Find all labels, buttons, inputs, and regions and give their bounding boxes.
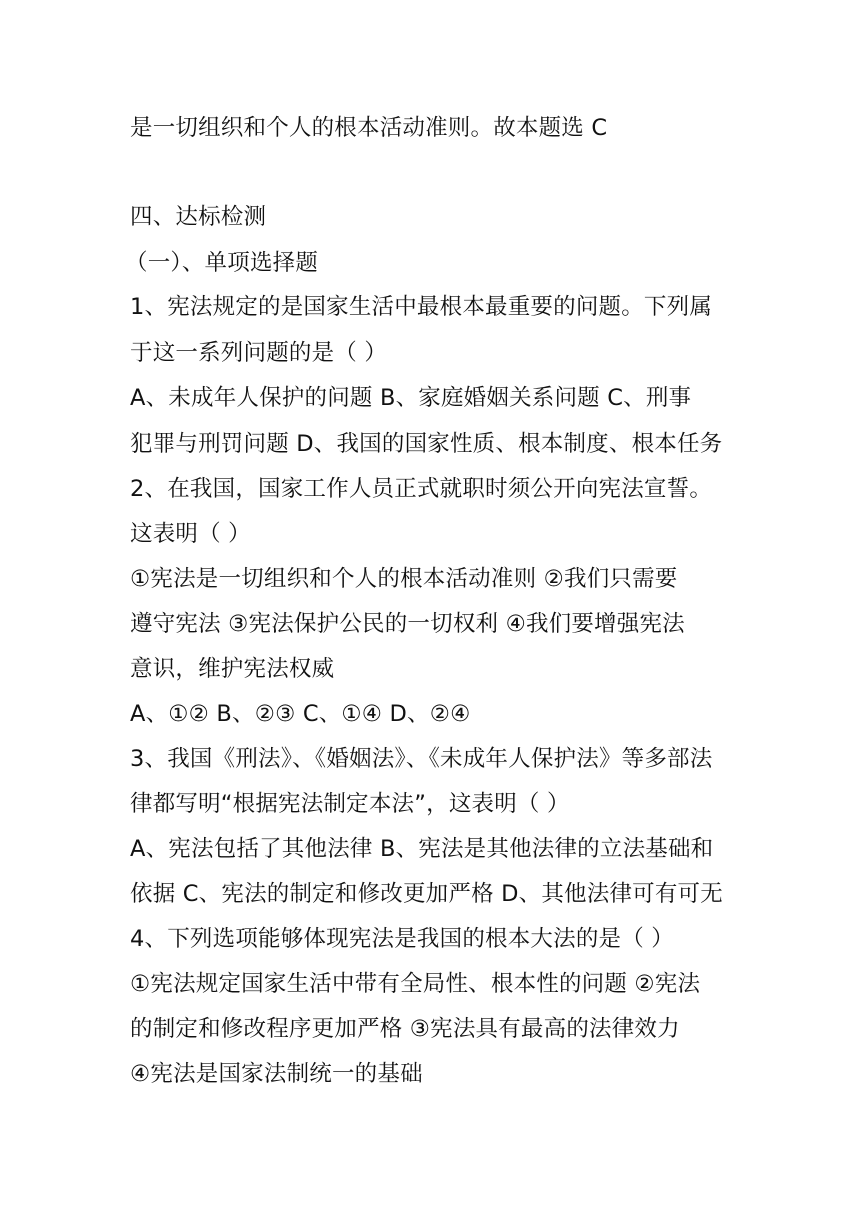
question-3-line: 3、我国《刑法》、《婚姻法》、《未成年人保护法》等多部法 (130, 746, 713, 772)
question-2-options: A、①② B、②③ C、①④ D、②④ (130, 701, 471, 727)
question-2-line: 2、在我国，国家工作人员正式就职时须公开向宪法宣誓。 (130, 476, 713, 502)
question-4-line: 4、下列选项能够体现宪法是我国的根本大法的是（ ） (130, 926, 674, 952)
question-2-statements: 遵守宪法 ③宪法保护公民的一切权利 ④我们要增强宪法 (130, 611, 685, 637)
section-heading: 四、达标检测 (130, 204, 267, 230)
question-4-statements: ①宪法规定国家生活中带有全局性、根本性的问题 ②宪法 (130, 971, 701, 997)
question-2-statements: ①宪法是一切组织和个人的根本活动准则 ②我们只需要 (130, 566, 678, 592)
question-1-options: A、未成年人保护的问题 B、家庭婚姻关系问题 C、刑事 (130, 385, 692, 411)
question-3-line: 律都写明“根据宪法制定本法”，这表明（ ） (130, 791, 570, 817)
subsection-heading: （一）、单项选择题 (125, 250, 319, 276)
question-4-statements: ④宪法是国家法制统一的基础 (130, 1061, 423, 1087)
question-3-options: A、宪法包括了其他法律 B、宪法是其他法律的立法基础和 (130, 836, 714, 862)
text-line: 是一切组织和个人的根本活动准则。故本题选 C (130, 115, 608, 141)
question-1-line: 1、宪法规定的是国家生活中最根本最重要的问题。下列属 (130, 294, 713, 320)
question-2-statements: 意识，维护宪法权威 (130, 656, 335, 682)
question-4-statements: 的制定和修改程序更加严格 ③宪法具有最高的法律效力 (130, 1016, 680, 1042)
question-3-options: 依据 C、宪法的制定和修改更加严格 D、其他法律可有可无 (130, 881, 723, 907)
question-2-line: 这表明（ ） (130, 521, 251, 547)
question-1-line: 于这一系列问题的是（ ） (130, 340, 388, 366)
question-1-options: 犯罪与刑罚问题 D、我国的国家性质、根本制度、根本任务 (130, 431, 723, 457)
